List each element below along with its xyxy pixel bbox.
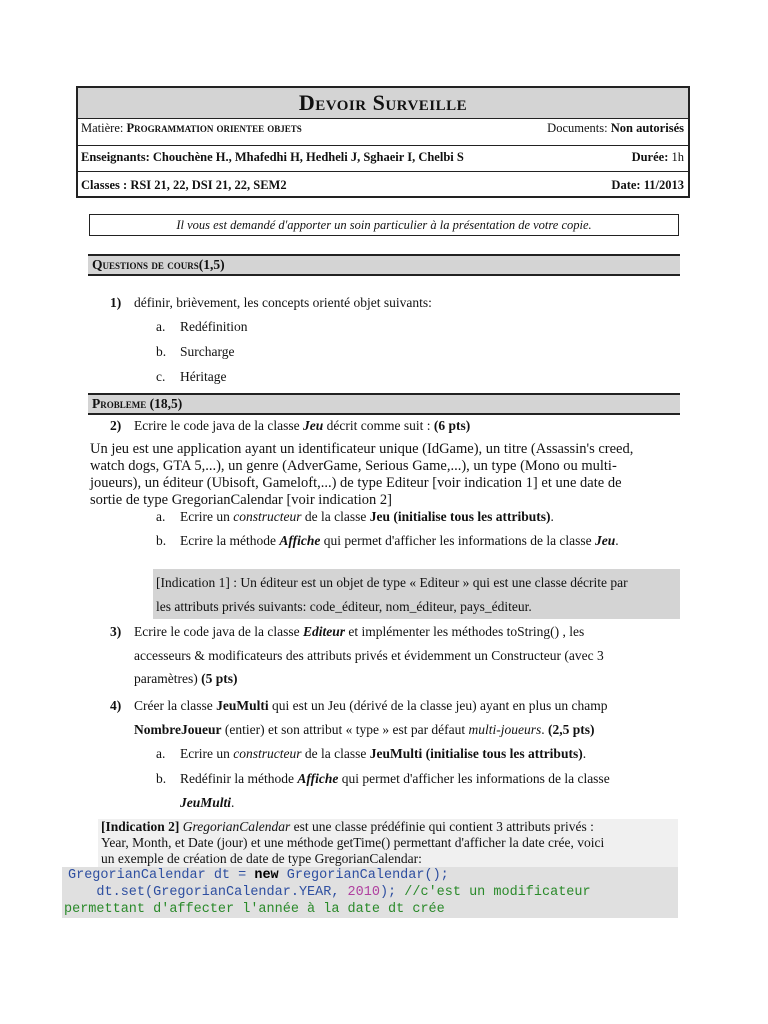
indication-2-line: [Indication 2] GregorianCalendar est une classe prédéfinie qui contient 3 attributs privés :: [101, 819, 594, 834]
teachers-value: Chouchène H., Mhafedhi H, Hedheli J, Sghaeir I, Chelbi S: [152, 150, 464, 164]
subject-label: Matière:: [81, 121, 124, 135]
date-value: 11/2013: [643, 178, 684, 192]
teachers-label: Enseignants:: [81, 150, 150, 164]
jeu-description-line: watch dogs, GTA 5,...), un genre (AdverGame, Serious Game,...), un type (Mono ou multi-: [90, 458, 617, 474]
list-item-heritage: Héritage: [180, 369, 227, 384]
title-row: [78, 88, 688, 119]
question-3-line: paramètres) (5 pts): [134, 671, 238, 686]
duration-row: [632, 150, 684, 165]
code-line: permettant d'affecter l'année à la date dt crée: [64, 902, 445, 917]
header-table: [76, 86, 690, 198]
jeu-description-line: joueurs), un éditeur (Ubisoft, Gameloft,...) de type Editeur [voir indication 1] et une date de: [90, 475, 622, 491]
list-item-surcharge: Surcharge: [180, 344, 235, 359]
question-2b-text: Ecrire la méthode Affiche qui permet d'afficher les informations de la classe Jeu.: [180, 533, 619, 548]
list-item-redefinition: Redéfinition: [180, 319, 248, 334]
question-4b-line: JeuMulti.: [180, 795, 235, 810]
classes-value: RSI 21, 22, DSI 21, 22, SEM2: [130, 178, 287, 192]
question-3-line: accesseurs & modificateurs des attributs privés et évidemment un Constructeur (avec 3: [134, 648, 604, 663]
duration-label: Durée:: [631, 150, 669, 164]
teachers-row: [81, 150, 464, 165]
question-1-number: 1): [110, 295, 122, 310]
jeu-description-line: sortie de type GregorianCalendar [voir indication 2]: [90, 492, 392, 508]
document-title: Devoir Surveille: [298, 90, 468, 115]
question-2-number: 2): [110, 418, 122, 433]
header-divider: [78, 145, 688, 146]
jeu-description-line: Un jeu est une application ayant un identificateur unique (IdGame), un titre (Assassin's creed,: [90, 441, 634, 457]
list-item-letter: b.: [156, 533, 167, 548]
date-label: Date:: [611, 178, 641, 192]
duration-value: 1h: [671, 150, 684, 164]
list-item-letter: a.: [156, 746, 166, 761]
code-line: dt.set(GregorianCalendar.YEAR, 2010); //c'est un modificateur: [64, 885, 591, 900]
list-item-letter: a.: [156, 509, 166, 524]
question-4-line: Créer la classe JeuMulti qui est un Jeu (dérivé de la classe jeu) ayant en plus un champ: [134, 698, 608, 713]
indication-1-line: [Indication 1] : Un éditeur est un objet de type « Editeur » qui est une classe décrite par: [156, 575, 628, 590]
header-divider: [78, 171, 688, 172]
indication-2-line: Year, Month, et Date (jour) et une méthode getTime() permettant d'afficher la date crée, voici: [101, 835, 605, 850]
question-2-text: Ecrire le code java de la classe Jeu décrit comme suit : (6 pts): [134, 418, 471, 433]
code-block: [62, 867, 678, 918]
subject-value: Programmation orientee objets: [126, 121, 302, 135]
classes-row: [81, 178, 287, 193]
question-4-number: 4): [110, 698, 122, 713]
documents-row: [547, 121, 684, 136]
subject-row: [81, 121, 302, 136]
indication-2-line: un exemple de création de date de type GregorianCalendar:: [101, 851, 422, 866]
list-item-letter: b.: [156, 344, 167, 359]
question-1-text: définir, brièvement, les concepts orienté objet suivants:: [134, 295, 432, 310]
question-3-number: 3): [110, 624, 122, 639]
indication-1-line: les attributs privés suivants: code_éditeur, nom_éditeur, pays_éditeur.: [156, 599, 532, 614]
question-2a-text: Ecrire un constructeur de la classe Jeu (initialise tous les attributs).: [180, 509, 554, 524]
question-3-line: Ecrire le code java de la classe Editeur et implémenter les méthodes toString() , les: [134, 624, 585, 639]
date-row: [611, 178, 684, 193]
question-4a-text: Ecrire un constructeur de la classe JeuMulti (initialise tous les attributs).: [180, 746, 587, 761]
code-line: GregorianCalendar dt = new GregorianCalendar();: [68, 868, 449, 883]
list-item-letter: a.: [156, 319, 166, 334]
list-item-letter: c.: [156, 369, 166, 384]
classes-label: Classes :: [81, 178, 128, 192]
section-questions-de-cours: Questions de cours(1,5): [88, 254, 680, 276]
question-4b-line: Redéfinir la méthode Affiche qui permet d'afficher les informations de la classe: [180, 771, 610, 786]
presentation-notice: Il vous est demandé d'apporter un soin particulier à la présentation de votre copie.: [89, 214, 679, 236]
documents-label: Documents:: [547, 121, 608, 135]
list-item-letter: b.: [156, 771, 167, 786]
question-4-line: NombreJoueur (entier) et son attribut « type » est par défaut multi-joueurs. (2,5 pts): [134, 722, 595, 737]
documents-value: Non autorisés: [610, 121, 684, 135]
section-probleme: Probleme (18,5): [88, 393, 680, 415]
